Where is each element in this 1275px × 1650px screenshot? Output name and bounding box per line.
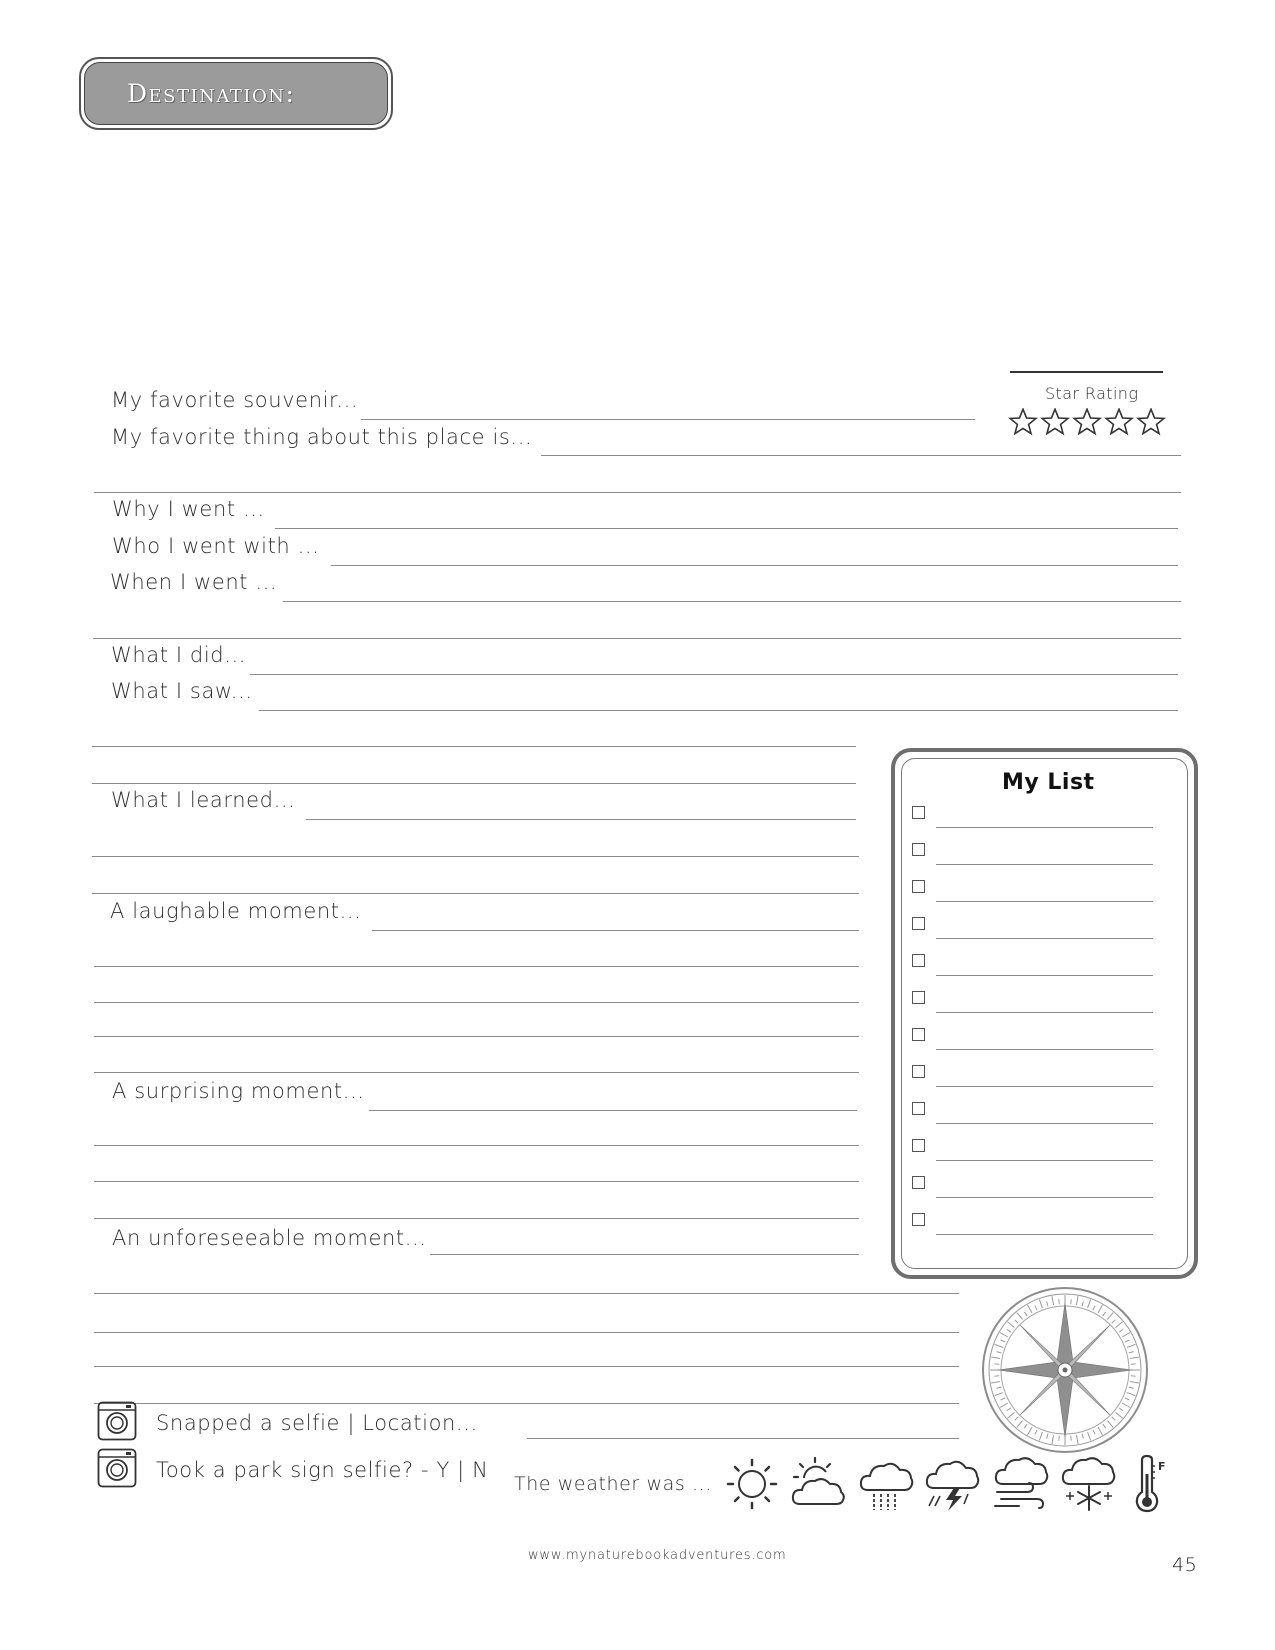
destination-banner	[79, 57, 393, 130]
thermometer-icon[interactable]	[1133, 1454, 1169, 1514]
why-label: Why I went ...	[112, 497, 265, 521]
star-icon[interactable]	[1008, 408, 1038, 436]
my-list-title: My List	[1002, 770, 1095, 795]
surprising-line-3[interactable]	[94, 1181, 859, 1182]
surprising-line-4[interactable]	[94, 1218, 859, 1219]
learned-line-3[interactable]	[92, 893, 859, 894]
laughable-line[interactable]	[372, 930, 859, 931]
did-label: What I did...	[111, 643, 247, 667]
camera-icon[interactable]	[97, 1401, 137, 1441]
my-list-checkbox[interactable]	[912, 1102, 925, 1115]
destination-label: Destination:	[127, 79, 296, 108]
when-line[interactable]	[283, 601, 1181, 602]
my-list-checkbox[interactable]	[912, 917, 925, 930]
who-line[interactable]	[331, 565, 1178, 566]
partly-cloudy-icon[interactable]	[790, 1456, 848, 1512]
surprising-line[interactable]	[369, 1110, 857, 1111]
star-rating-label: Star Rating	[1045, 384, 1139, 403]
snapped-selfie-label: Snapped a selfie | Location...	[156, 1411, 478, 1435]
souvenir-label: My favorite souvenir...	[111, 388, 359, 412]
why-line[interactable]	[275, 528, 1178, 529]
souvenir-line[interactable]	[361, 419, 975, 420]
favorite-thing-line-2[interactable]	[94, 492, 1181, 493]
park-sign-selfie-label: Took a park sign selfie? - Y | N	[156, 1458, 489, 1482]
camera-icon[interactable]	[97, 1448, 137, 1488]
who-label: Who I went with ...	[112, 534, 320, 558]
learned-line-2[interactable]	[92, 856, 859, 857]
my-list-checkbox[interactable]	[912, 1213, 925, 1226]
when-label: When I went ...	[110, 570, 278, 594]
thunderstorm-icon[interactable]	[924, 1456, 982, 1512]
my-list-line[interactable]	[936, 1234, 1153, 1235]
my-list-checkbox[interactable]	[912, 954, 925, 967]
snow-icon[interactable]	[1060, 1456, 1118, 1512]
page-number: 45	[1172, 1554, 1198, 1576]
laughable-line-4[interactable]	[94, 1036, 859, 1037]
my-list-line[interactable]	[936, 1160, 1153, 1161]
learned-label: What I learned...	[111, 788, 296, 812]
unforeseeable-label: An unforeseeable moment...	[112, 1226, 427, 1250]
my-list-checkbox[interactable]	[912, 880, 925, 893]
my-list-line[interactable]	[936, 938, 1153, 939]
wind-icon[interactable]	[993, 1456, 1051, 1512]
footer-url[interactable]: www.mynaturebookadventures.com	[528, 1548, 787, 1563]
unforeseeable-line-2[interactable]	[94, 1293, 959, 1294]
my-list-line[interactable]	[936, 827, 1153, 828]
my-list-checkbox[interactable]	[912, 806, 925, 819]
rain-icon[interactable]	[858, 1456, 914, 1512]
my-list-line[interactable]	[936, 1012, 1153, 1013]
unforeseeable-line-4[interactable]	[94, 1366, 959, 1367]
saw-line-3[interactable]	[92, 783, 856, 784]
star-icon[interactable]	[1072, 408, 1102, 436]
weather-label: The weather was ...	[514, 1473, 712, 1495]
my-list-checkbox[interactable]	[912, 1139, 925, 1152]
my-list-checkbox[interactable]	[912, 1065, 925, 1078]
learned-line[interactable]	[306, 819, 856, 820]
selfie-location-line[interactable]	[527, 1438, 959, 1439]
laughable-line-5[interactable]	[94, 1072, 859, 1073]
unforeseeable-line-5[interactable]	[94, 1403, 959, 1404]
laughable-line-2[interactable]	[94, 966, 859, 967]
my-list-checkbox[interactable]	[912, 991, 925, 1004]
sun-icon[interactable]	[724, 1456, 780, 1512]
when-line-2[interactable]	[93, 638, 1181, 639]
did-line[interactable]	[250, 674, 1178, 675]
my-list-checkbox[interactable]	[912, 1176, 925, 1189]
my-list-line[interactable]	[936, 901, 1153, 902]
my-list-line[interactable]	[936, 864, 1153, 865]
star-icon[interactable]	[1136, 408, 1166, 436]
my-list-box-inner	[901, 758, 1188, 1269]
saw-label: What I saw...	[111, 679, 253, 703]
saw-line[interactable]	[259, 710, 1178, 711]
my-list-checkbox[interactable]	[912, 843, 925, 856]
my-list-line[interactable]	[936, 1197, 1153, 1198]
surprising-line-2[interactable]	[94, 1145, 859, 1146]
star-rating[interactable]	[1008, 408, 1166, 436]
unforeseeable-line[interactable]	[430, 1254, 859, 1255]
laughable-label: A laughable moment...	[110, 899, 362, 923]
favorite-thing-line[interactable]	[541, 455, 1181, 456]
thermometer-unit: F	[1158, 1460, 1166, 1473]
surprising-label: A surprising moment...	[112, 1079, 365, 1103]
my-list-line[interactable]	[936, 975, 1153, 976]
my-list-line[interactable]	[936, 1086, 1153, 1087]
compass-rose-icon	[980, 1285, 1150, 1455]
star-rating-line	[1010, 371, 1163, 373]
my-list-line[interactable]	[936, 1123, 1153, 1124]
unforeseeable-line-3[interactable]	[94, 1332, 959, 1333]
star-icon[interactable]	[1040, 408, 1070, 436]
laughable-line-3[interactable]	[94, 1002, 859, 1003]
my-list-checkbox[interactable]	[912, 1028, 925, 1041]
favorite-thing-label: My favorite thing about this place is...	[111, 425, 533, 449]
saw-line-2[interactable]	[92, 746, 856, 747]
my-list-line[interactable]	[936, 1049, 1153, 1050]
star-icon[interactable]	[1104, 408, 1134, 436]
